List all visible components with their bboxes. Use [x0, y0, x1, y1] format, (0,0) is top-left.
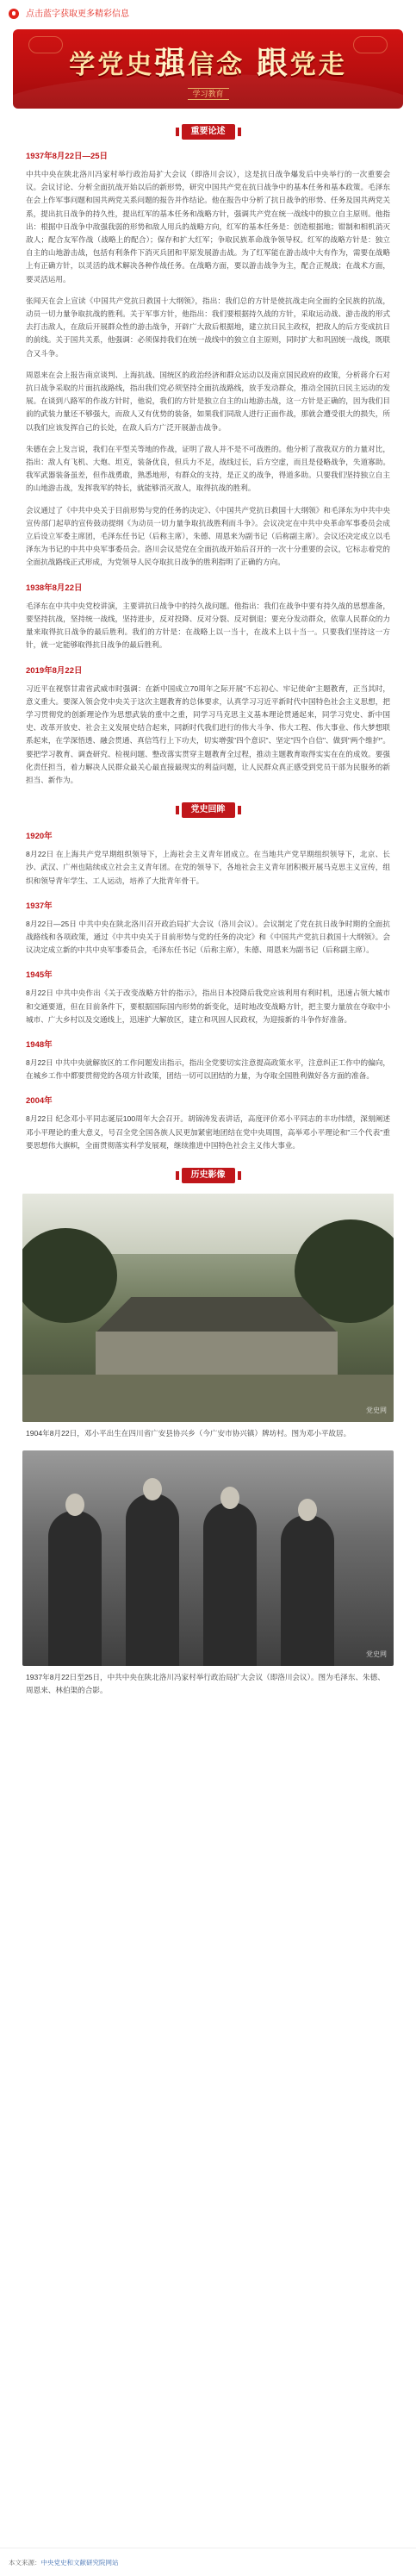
- source-text: 中央党史和文献研究院网站: [40, 2558, 119, 2567]
- history-year-heading: 1937年: [26, 901, 53, 911]
- paragraph: 周恩来在会上报告南京谈判、上海抗战、国统区的政治经济和群众运动以及南京国民政府的政策，分析蒋介石对抗日战争采取的片面抗战路线，指出我们党必须坚持全面抗战路线，放手发动群众，推动全国抗日民主运动的发展。在谈到八路军的作战方针时，他说，我们的方针是独立自主的山地游击战，这一方针是正确的，因为我们目前的武装力量还不够强大，而敌人又有优势的装备，如果我们同敌人进行正面作战，那就会遭受很大的损失，所以我们应该发挥自己的长处，在敌人后方广泛开展游击战争。: [26, 370, 390, 432]
- history-year-heading: 2004年: [26, 1096, 53, 1107]
- banner-title-part3: 党走: [289, 50, 347, 80]
- microphone-icon: [9, 9, 19, 19]
- history-year-heading: 1948年: [26, 1039, 53, 1050]
- photo-caption: 1904年8月22日，邓小平出生在四川省广安县协兴乡（今广安市协兴镇）牌坊村。图为邓小平故居。: [26, 1428, 351, 1438]
- history-entry-text: 8月22日 中共中央作出《关于改变战略方针的指示》，指出日本投降后我党应该利用有利时机，迅速占领大城市和交通要道，但在目前条件下，要根据国际国内形势的新变化，适时地改变战略方针，把主要力量放在夺取中小城市、广大乡村以及交通线上，迅速扩大解放区，建立和巩固人民政权，为迎接新的斗争作好准备。: [26, 989, 390, 1024]
- banner-title-strong1: 强: [154, 45, 189, 81]
- follow-link-text[interactable]: 点击蓝字获取更多精彩信息: [26, 9, 129, 19]
- year-heading: 1938年8月22日: [26, 583, 83, 593]
- photo-luochuan-group[interactable]: [22, 1450, 394, 1666]
- paragraph: 张闻天在会上宣读《中国共产党抗日救国十大纲领》，指出：我们总的方针是使抗战走向全面的全民族的抗战，动员一切力量争取抗战的胜利。关于军事方针，他指出：我们要根据持久战的方针，采取运动战、游击战的形式去打击敌人，在敌后开展群众性的游击战争，开辟广大敌后根据地，建立抗日民主政权，把敌人的后方变成抗日的前线。关于国共关系，他强调：必须保持我们在统一战线中的独立自主原则，同时扩大和巩固统一战线，既联合又斗争。: [26, 296, 390, 358]
- photo-watermark: 党史网: [366, 1406, 387, 1414]
- banner-title-part2: 信念: [188, 50, 245, 80]
- banner-title-strong2: 跟: [256, 45, 290, 81]
- year-heading: 2019年8月22日: [26, 665, 83, 676]
- banner-title: [13, 45, 403, 81]
- photo-caption: 1937年8月22日至25日，中共中央在陕北洛川冯家村举行政治局扩大会议（即洛川会议）。图为毛泽东、朱德、周恩来、林伯渠的合影。: [26, 1672, 385, 1694]
- history-entry-text: 8月22日 中共中央就解放区的工作问题发出指示，指出全党要切实注意提高政策水平，注意纠正工作中的偏向，在城乡工作中都要贯彻党的各项方针政策，团结一切可以团结的力量，为夺取全国胜利做好各方面的准备。: [26, 1057, 390, 1081]
- paragraph: 毛泽东在中共中央党校讲演，主要讲抗日战争中的持久战问题。他指出：我们在战争中要有持久战的思想准备，要坚持抗战，坚持统一战线，坚持进步，反对投降、反对分裂、反对倒退；要充分发动群众，依靠人民群众的力量来取得抗日战争的最后胜利。我们的方针是：在战略上以一当十，在战术上以十当一。只要我们坚持这一方针，就一定能够取得抗日战争的最后胜利。: [26, 601, 390, 650]
- section-date: 1937年8月22日—25日: [26, 152, 109, 161]
- header-banner: [13, 29, 403, 109]
- paragraph: 朱德在会上发言说，我们在平型关等地的作战，证明了敌人并不是不可战胜的。他分析了敌我双方的力量对比，指出：敌人有飞机、大炮、坦克，装备优良，但兵力不足，战线过长，后方空虚，而且是侵略战争，失道寡助。我军武器装备虽差，但作战勇敢，熟悉地形，有群众的支持，是正义的战争，得道多助。只要我们坚持独立自主的山地游击战，发挥我军的特长，就能够消灭敌人，取得抗战的胜利。: [26, 444, 390, 493]
- section-label-history: 党史回眸: [182, 802, 235, 818]
- banner-title-part1: 学党史: [69, 50, 155, 80]
- photo-watermark: 党史网: [366, 1650, 387, 1658]
- section-label-photos: 历史影像: [182, 1168, 235, 1183]
- banner-subtitle: 学习教育: [187, 88, 228, 100]
- paragraph: 会议通过了《中共中央关于目前形势与党的任务的决定》、《中国共产党抗日救国十大纲领》和毛泽东为中共中央宣传部门起草的宣传鼓动提纲《为动员一切力量争取抗战胜利而斗争》。会议决定在中共中央革命军事委员会成立后设立军委主席团，毛泽东任书记（后称主席），朱德、周恩来为副书记（后称副主席）。会议还决定成立以毛泽东为书记的中共中央军事委员会。洛川会议是党在全面抗战开始后召开的一次十分重要的会议，它标志着党的全面抗战路线正式形成，为党领导人民夺取抗日战争的胜利指明了正确的方向。: [26, 505, 390, 567]
- source-label: 本文来源：: [9, 2558, 41, 2567]
- history-entry-text: 8月22日—25日 中共中央在陕北洛川召开政治局扩大会议（洛川会议）。会议制定了党在抗日战争时期的全面抗战路线和各项政策，通过《中共中央关于目前形势与党的任务的决定》和《中国共产党抗日救国十大纲领》。会议决定成立新的中共中央军事委员会，毛泽东任书记（后称主席），朱德、周恩来为副书记（后称副主席）。: [26, 919, 390, 955]
- section-label-reprint: 重要论述: [182, 124, 235, 140]
- history-year-heading: 1945年: [26, 970, 53, 981]
- paragraph: 习近平在视察甘肃省武威市时强调：在新中国成立70周年之际开展"不忘初心、牢记使命"主题教育，正当其时，意义重大。要深入领会党中央关于这次主题教育的总体要求，认真学习习近平新时代中国特色社会主义思想，把学习贯彻党的创新理论作为思想武装的重中之重，同学习马克思主义基本理论贯通起来，同学习党史、新中国史、改革开放史、社会主义发展史结合起来，同新时代我们进行的伟大斗争、伟大工程、伟大事业、伟大梦想联系起来，在学深悟透、融会贯通、真信笃行上下功夫，切实增强"四个意识"、坚定"四个自信"、做到"两个维护"。要把学习教育、调查研究、检视问题、整改落实贯穿主题教育全过程，推动主题教育取得实实在在的成效。要强化责任担当，着力解决人民群众最关心最直接最现实的利益问题，让人民群众真正感受到党员干部为民服务的新担当、新作为。: [26, 683, 390, 784]
- footer-source: [0, 2548, 416, 2576]
- photo-deng-xiaoping-former-residence[interactable]: [22, 1194, 394, 1422]
- top-link-bar[interactable]: [0, 0, 416, 28]
- history-entry-text: 8月22日 在上海共产党早期组织领导下，上海社会主义青年团成立。在当地共产党早期组织领导下，北京、长沙、武汉、广州也陆续成立社会主义青年团。在党的领导下，各地社会主义青年团积极开展马克思主义宣传，组织和领导青年学生、工人运动，培养了大批青年骨干。: [26, 850, 390, 885]
- history-year-heading: 1920年: [26, 832, 53, 842]
- history-entry-text: 8月22日 纪念邓小平同志诞辰100周年大会召开。胡锦涛发表讲话，高度评价邓小平同志的丰功伟绩，深刻阐述邓小平理论的重大意义，号召全党全国各族人民更加紧密地团结在党中央周围，高举邓小平理论和"三个代表"重要思想伟大旗帜，全面贯彻落实科学发展观，继续推进中国特色社会主义伟大事业。: [26, 1114, 390, 1150]
- paragraph: 中共中央在陕北洛川冯家村举行政治局扩大会议（即洛川会议），这是抗日战争爆发后中央举行的一次重要会议。会议讨论、分析全面抗战开始以后的新形势，研究中国共产党在抗日战争中的基本任务和基本政策。毛泽东在会上作军事问题和国共两党关系问题的报告并作结论。他在报告中分析了抗日战争的形势、任务及国共两党关系，提出抗日战争的持久性，提出红军的基本任务和战略方针，强调共产党在统一战线中的独立自主原则。他指出：根据中日战争中敌强我弱的形势和敌人用兵的战略方向，红军的基本任务是：创造根据地；钳制和相机消灭敌人；配合友军作战（战略上的配合）；保存和扩大红军；争取民族革命战争领导权。红军的战略方针是：独立自主的山地游击战，包括有利条件下消灭兵团和平原发展游击战。为了红军能在游击战中大有作为，需要在战略上有正确方针，以灵活的战术解决各种作战任务。在战略方面，要以游击战争为主，配合正规战；在战术方面，要灵活运用。: [26, 170, 390, 284]
